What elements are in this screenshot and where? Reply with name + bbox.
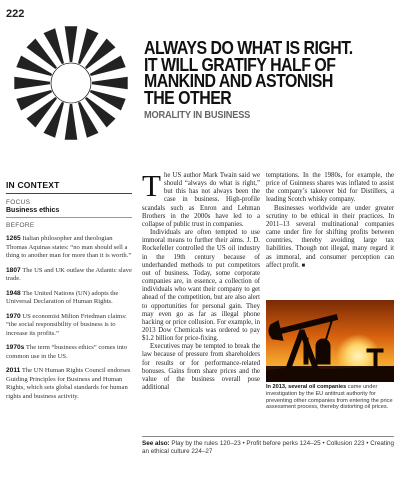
timeline-entry bbox=[6, 235, 132, 261]
sunburst-illustration bbox=[12, 24, 130, 142]
focus-value: Business ethics bbox=[6, 207, 132, 218]
timeline-year: 1970 bbox=[6, 312, 21, 320]
timeline-entry bbox=[6, 267, 132, 284]
timeline-year: 1948 bbox=[6, 289, 21, 297]
paragraph-text: Businesses worldwide are under greater scrutiny to be ethical in their practices. In 2011–13 several multinational companies came under fire for shifting profits between countries, thereby avoiding large tax liabilities. Though not illegal, many regard it as immoral, and consumer perception can affect profit. bbox=[266, 204, 394, 269]
timeline-year: 1970s bbox=[6, 344, 25, 351]
in-context-sidebar bbox=[6, 180, 132, 401]
see-also-label: See also: bbox=[142, 440, 170, 447]
timeline-text: Italian philosopher and theologian Thomas Aquinas states: “no man should sell a thing to another man for more than it is worth.” bbox=[6, 235, 132, 259]
focus-label: FOCUS bbox=[6, 199, 31, 206]
caption-bold: In 2013, several oil companies bbox=[266, 384, 347, 390]
paragraph-text: he US author Mark Twain said we should “always do what is right,” but this has not always been the case in business. High-profile scandals such as Enron and Lehman Brothers in the 2000s have led to a collapse of public trust in companies. bbox=[142, 172, 260, 228]
timeline-text: US economist Milton Friedman claims: “the social responsibility of business is to increase its profits.” bbox=[6, 312, 127, 337]
headline bbox=[144, 37, 359, 108]
timeline-text: The term “business ethics” comes into common use in the US. bbox=[6, 344, 128, 360]
timeline-entry bbox=[6, 290, 132, 307]
end-mark: ■ bbox=[301, 262, 306, 269]
timeline-entry bbox=[6, 313, 132, 339]
sunburst-ray bbox=[65, 26, 78, 62]
sidebar-title: IN CONTEXT bbox=[6, 180, 132, 194]
body-paragraph: Executives may be tempted to break the law because of pressure from shareholders for results or for performance-related bonuses. Gains from share prices and the value of the business overall pose additional bbox=[142, 343, 260, 392]
timeline-year: 1807 bbox=[6, 266, 21, 274]
body-paragraph: Individuals are often tempted to use immoral means to further their aims. J. D. Rockefeller controlled the US oil industry in the 19th century because of underhanded methods to put competitors out of business. Today, some corporate companies are, in essence, a collection of individuals who want their company to get ahead of the competition, but are also alert to opportunities for personal gain. They may even go as far as illegal phone hacking or price collusion. For example, in 2013 Dow Chemicals was ordered to pay $1.2 billion for price-fixing. bbox=[142, 229, 260, 343]
body-column-2 bbox=[266, 172, 394, 270]
timeline-year: 2011 bbox=[6, 367, 21, 374]
timeline-entry bbox=[6, 367, 132, 401]
timeline-text: The UN Human Rights Council endorses Guiding Principles for Business and Human Rights, which sets global standards for human rights and business activity. bbox=[6, 367, 131, 400]
caption-text: came under investigation by the EU antitrust authority for preventing other companies from entering the price assessment process, thereby distorting oil prices. bbox=[266, 384, 393, 411]
sunburst-ray bbox=[65, 104, 78, 140]
body-paragraph: temptations. In the 1980s, for example, the price of Guinness shares was inflated to assist the company’s takeover bid for Distillers, a leading Scotch whisky company. bbox=[266, 172, 394, 204]
body-paragraph bbox=[142, 168, 260, 229]
oil-pump-photo bbox=[266, 300, 394, 382]
before-label: BEFORE bbox=[6, 222, 35, 229]
headline-line: MANKIND AND ASTONISH bbox=[144, 70, 333, 91]
see-also bbox=[142, 436, 394, 456]
page-number: 222 bbox=[6, 8, 25, 20]
body-paragraph bbox=[266, 205, 394, 270]
timeline-text: The US and UK outlaw the Atlantic slave trade. bbox=[6, 266, 132, 282]
see-also-links: Play by the rules 120–23 • Profit before perks 124–25 • Collusion 223 • Creating an ethical culture 224–27 bbox=[142, 440, 394, 455]
sunburst-ray bbox=[92, 77, 128, 90]
sunburst-ray bbox=[14, 77, 50, 90]
timeline-entry bbox=[6, 344, 132, 361]
headline-line: THE OTHER bbox=[144, 86, 232, 108]
headline-line: ALWAYS DO WHAT IS RIGHT. bbox=[144, 37, 353, 58]
headline-line: IT WILL GRATIFY HALF OF bbox=[144, 53, 336, 75]
timeline-year: 1265 bbox=[6, 235, 21, 242]
drop-cap: T bbox=[142, 168, 161, 203]
photo-caption bbox=[266, 384, 394, 411]
timeline-text: The United Nations (UN) adopts the Universal Declaration of Human Rights. bbox=[6, 289, 119, 305]
body-column-1 bbox=[142, 168, 260, 392]
subheadline: MORALITY IN BUSINESS bbox=[144, 109, 251, 121]
